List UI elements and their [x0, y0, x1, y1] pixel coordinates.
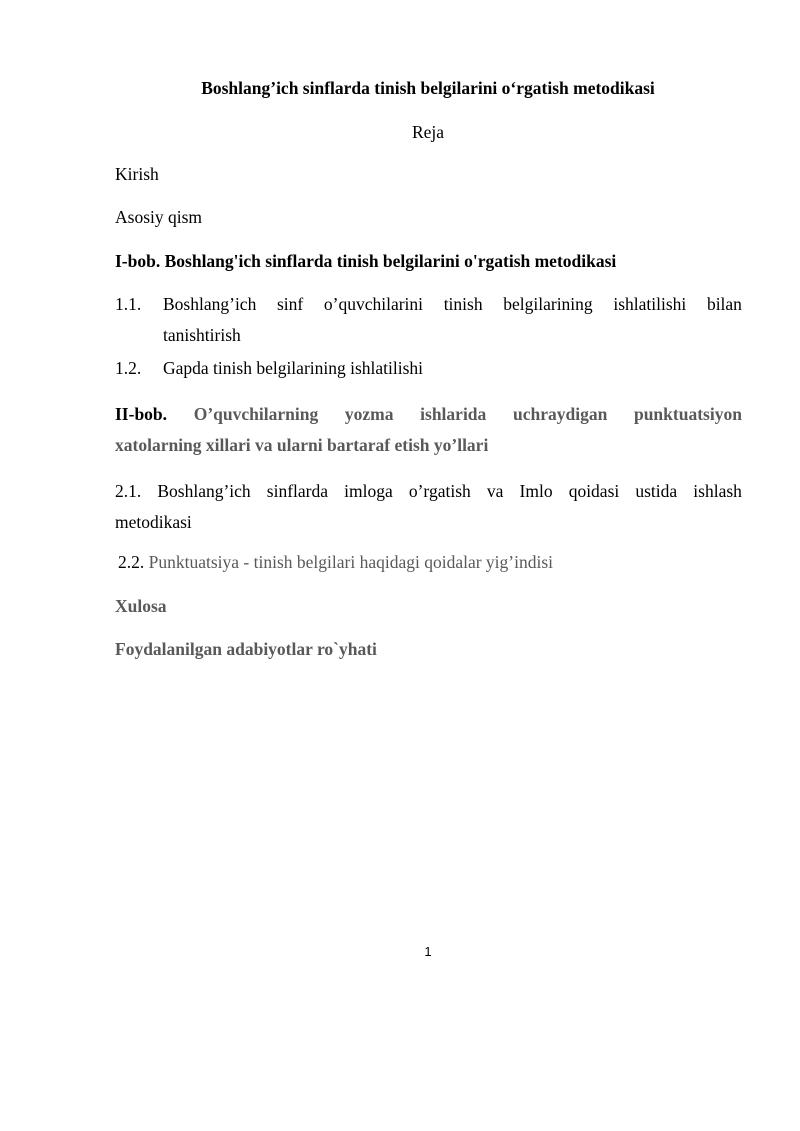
- item-2-1-line1-word: ishlash: [693, 481, 742, 501]
- item-2-1-line1-word: ustida: [635, 481, 678, 501]
- item-1-1-line2: tanishtirish: [163, 325, 241, 345]
- references-item: Foydalanilgan adabiyotlar ro`yhati: [115, 639, 377, 659]
- item-1-1-line1-word: o’quvchilarini: [323, 294, 424, 314]
- chapter2-label: II-bob.: [115, 404, 168, 424]
- main-part-item: Asosiy qism: [115, 207, 203, 227]
- conclusion-item: Xulosa: [115, 596, 167, 616]
- item-2-1-line1-word: Boshlang’ich: [157, 481, 251, 501]
- item-1-1-number: 1.1.: [115, 294, 142, 314]
- chapter2-line1-word: punktuatsiyon: [633, 404, 742, 424]
- item-2-1-line1-word: va: [486, 481, 504, 501]
- item-2-2-number: 2.2.: [118, 552, 145, 572]
- item-1-1-line1-word: tinish: [443, 294, 483, 314]
- item-1-1-line1: [163, 293, 742, 315]
- chapter2-heading: [115, 399, 742, 461]
- chapter2-line1-word: O’quvchilarning: [193, 404, 319, 424]
- item-2-1-line1-word: sinflarda: [266, 481, 329, 501]
- item-1-1-line1-word: belgilarining: [503, 294, 593, 314]
- plan-heading: Reja: [411, 122, 445, 142]
- item-1-1-line1-word: sinf: [276, 294, 304, 314]
- item-2-1-line2: metodikasi: [115, 512, 192, 532]
- chapter2-line1-word: ishlarida: [420, 404, 487, 424]
- intro-item: Kirish: [115, 164, 159, 184]
- item-2-1-line1-word: 2.1.: [115, 481, 142, 501]
- item-1-1-line1-word: bilan: [706, 294, 742, 314]
- item-2-1-line1-word: Imlo: [519, 481, 553, 501]
- document-title: Boshlang’ich sinflarda tinish belgilarini o‘rgatish metodikasi: [201, 78, 655, 98]
- chapter2-line1-word: uchraydigan: [512, 404, 608, 424]
- chapter1-heading: I-bob. Boshlang'ich sinflarda tinish belgilarini o'rgatish metodikasi: [115, 251, 617, 271]
- chapter2-line1-word: yozma: [344, 404, 394, 424]
- item-1-2-number: 1.2.: [115, 358, 142, 378]
- item-2-1: [115, 476, 742, 538]
- item-2-2-text: Punktuatsiya - tinish belgilari haqidagi qoidalar yig’indisi: [148, 552, 554, 572]
- page-number: 1: [424, 944, 432, 959]
- item-1-1-line1-word: Boshlang’ich: [163, 294, 257, 314]
- item-1-1-line1-word: ishlatilishi: [613, 294, 687, 314]
- item-1-2-text: Gapda tinish belgilarining ishlatilishi: [163, 358, 424, 378]
- chapter2-heading-line2: xatolarning xillari va ularni bartaraf etish yo’llari: [115, 435, 489, 455]
- item-2-1-line1-word: imloga: [344, 481, 393, 501]
- item-2-2: [118, 551, 553, 573]
- item-2-1-line1-word: qoidasi: [568, 481, 620, 501]
- item-2-1-line1-word: o’rgatish: [408, 481, 471, 501]
